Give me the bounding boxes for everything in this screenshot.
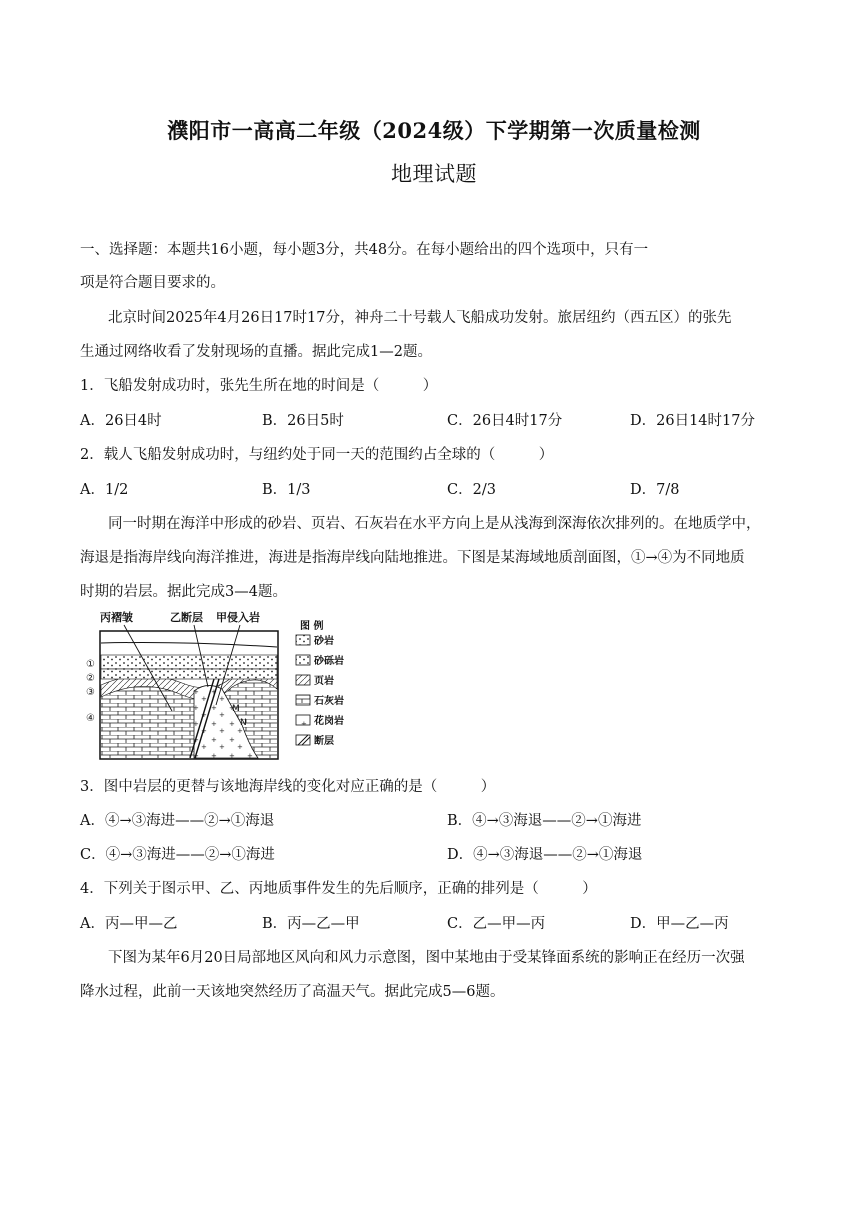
question-3-option-d: D．④→③海退——②→①海退 [447, 847, 643, 863]
question-2-option-c: C．2/3 [447, 482, 496, 498]
layer-marker-4: ④ [86, 713, 95, 724]
legend-sandstone: 砂岩 [314, 636, 334, 647]
geological-section-figure [82, 607, 372, 767]
legend [296, 634, 344, 747]
point-m: M [232, 704, 240, 714]
legend-shale: 页岩 [314, 676, 334, 687]
legend-granite: 花岗岩 [314, 716, 344, 727]
legend-swatch-limestone [296, 695, 310, 705]
question-4-option-b: B．丙—乙—甲 [262, 916, 360, 932]
legend-conglomerate: 砂砾岩 [314, 656, 344, 667]
passage2-line1: 同一时期在海洋中形成的砂岩、页岩、石灰岩在水平方向上是从浅海到深海依次排列的。在地质学中， [108, 516, 761, 532]
question-2-option-d: D．7/8 [630, 482, 680, 498]
passage3-line2: 降水过程，此前一天该地突然经历了高温天气。据此完成5—6题。 [80, 984, 505, 1000]
question-1-option-c: C．26日4时17分 [447, 413, 563, 429]
question-4-stem: 4．下列关于图示甲、乙、丙地质事件发生的先后顺序，正确的排列是（ ） [80, 881, 597, 897]
passage1-line1: 北京时间2025年4月26日17时17分，神舟二十号载人飞船成功发射。旅居纽约（西五区）的张先 [108, 310, 732, 326]
point-n: N [240, 718, 247, 728]
question-2-option-a: A．1/2 [80, 482, 129, 498]
question-1-option-a: A．26日4时 [80, 413, 162, 429]
question-4-option-c: C．乙—甲—丙 [447, 916, 546, 932]
legend-swatch-conglomerate [296, 655, 310, 665]
question-4-option-d: D．甲—乙—丙 [630, 916, 729, 932]
layer-2-conglomerate [101, 669, 277, 679]
legend-limestone: 石灰岩 [314, 696, 344, 707]
intrusion-label: 甲侵入岩 [216, 611, 260, 624]
question-3-option-c: C．④→③海进——②→①海进 [80, 847, 275, 863]
question-3-option-a: A．④→③海进——②→①海退 [80, 813, 275, 829]
passage2-line3: 时期的岩层。据此完成3—4题。 [80, 584, 287, 600]
question-1-option-b: B．26日5时 [262, 413, 344, 429]
geological-section-diagram [82, 607, 372, 767]
question-1-stem: 1．飞船发射成功时，张先生所在地的时间是（ ） [80, 378, 438, 394]
question-3-stem: 3．图中岩层的更替与该地海岸线的变化对应正确的是（ ） [80, 779, 496, 795]
legend-fault: 断层 [314, 736, 334, 747]
legend-swatch-shale [296, 675, 310, 685]
exam-subtitle: 地理试题 [391, 162, 477, 186]
section-instructions-line1: 一、选择题：本题共16小题，每小题3分，共48分。在每小题给出的四个选项中，只有一 [80, 242, 649, 258]
layer-marker-1: ① [86, 659, 95, 670]
fold-label: 丙褶皱 [100, 611, 133, 624]
passage1-line2: 生通过网络收看了发射现场的直播。据此完成1—2题。 [80, 344, 432, 360]
exam-title: 濮阳市一高高二年级（2024级）下学期第一次质量检测 [167, 118, 701, 143]
passage2-line2: 海退是指海岸线向海洋推进，海进是指海岸线向陆地推进。下图是某海域地质剖面图，①→④为不同地质 [80, 550, 745, 566]
passage3-line1: 下图为某年6月20日局部地区风向和风力示意图，图中某地由于受某锋面系统的影响正在经历一次强 [108, 950, 745, 966]
layer-1-sandstone [101, 655, 277, 669]
question-2-option-b: B．1/3 [262, 482, 311, 498]
legend-swatch-granite [296, 715, 310, 725]
question-3-option-b: B．④→③海退——②→①海进 [447, 813, 642, 829]
layer-marker-3: ③ [86, 687, 95, 698]
fault-label: 乙断层 [170, 611, 203, 624]
legend-swatch-sandstone [296, 635, 310, 645]
legend-title: 图 例 [300, 621, 324, 632]
question-4-option-a: A．丙—甲—乙 [80, 916, 178, 932]
layer-marker-2: ② [86, 673, 95, 684]
section-instructions-line2: 项是符合题目要求的。 [80, 275, 225, 291]
question-2-stem: 2．载人飞船发射成功时，与纽约处于同一天的范围约占全球的（ ） [80, 447, 554, 463]
question-1-option-d: D．26日14时17分 [630, 413, 755, 429]
